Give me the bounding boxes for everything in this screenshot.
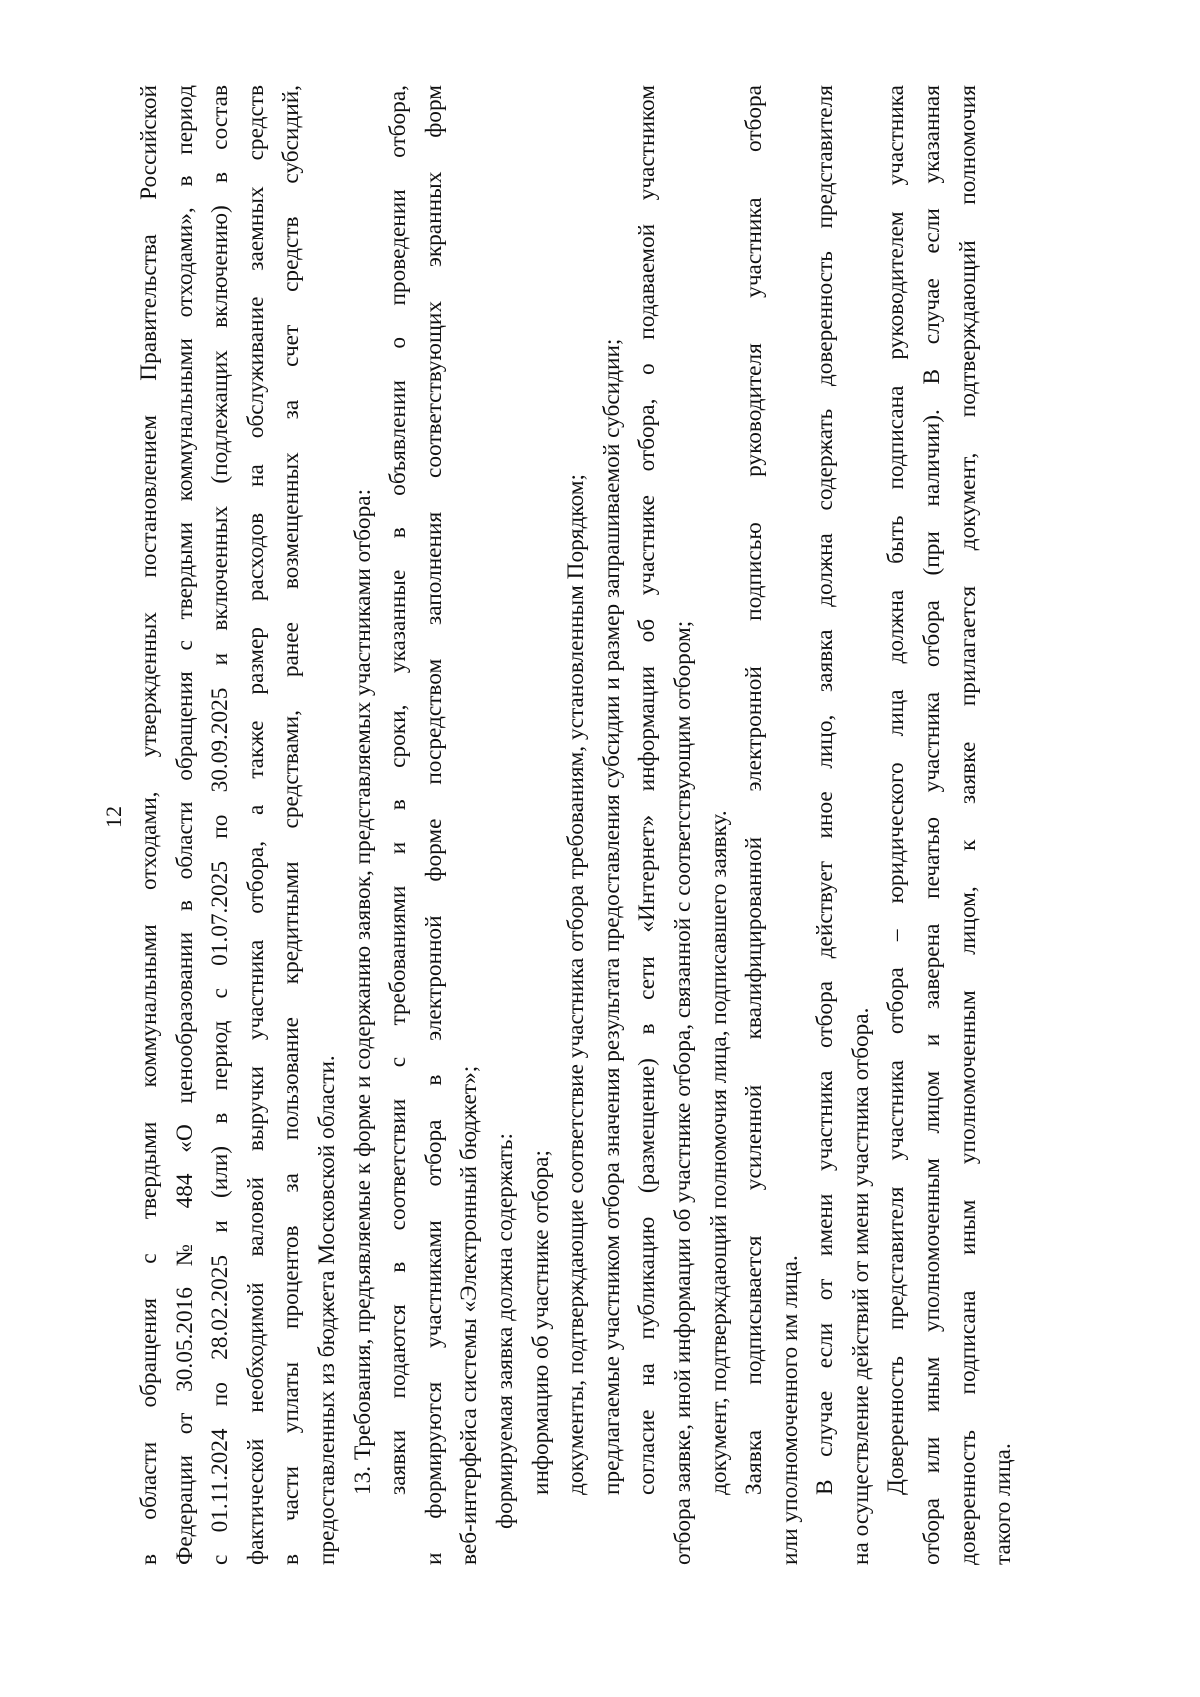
text-line: документ, подтверждающий полномочия лица, подписавшего заявку. [705, 810, 732, 1495]
text-line: отбора или иным уполномоченным лицом и заверена печатью участника отбора (при наличии). В случае если указанная [919, 85, 946, 1565]
text-line: Доверенность представителя участника отбора – юридического лица должна быть подписана руководителем участника [883, 85, 910, 1495]
text-line: Заявка подписывается усиленной квалифицированной электронной подписью руководителя участника отбора [741, 85, 768, 1495]
text-line: заявки подаются в соответствии с требованиями и в сроки, указанные в объявлении о проведении отбора, [385, 85, 412, 1495]
text-line: 13. Требования, предъявляемые к форме и содержанию заявок, представляемых участниками отбора: [349, 488, 376, 1495]
page-number: 12 [101, 806, 126, 828]
text-line: с 01.11.2024 по 28.02.2025 и (или) в период с 01.07.2025 по 30.09.2025 и включенных (подлежащих включению) в состав [207, 85, 234, 1565]
text-line: согласие на публикацию (размещение) в сети «Интернет» информации об участнике отбора, о подаваемой участником [634, 85, 661, 1495]
text-line: в области обращения с твердыми коммунальными отходами, утвержденных постановлением Правительства Российской [136, 85, 162, 1565]
text-line: информацию об участнике отбора; [527, 1150, 554, 1495]
text-line: и формируются участниками отбора в электронной форме посредством заполнения соответствующих экранных форм [420, 85, 447, 1565]
text-line: на осуществление действий от имени участника отбора. [847, 1007, 874, 1565]
document-body [132, 85, 1022, 1565]
text-line: веб-интерфейса системы «Электронный бюджет»; [456, 1065, 483, 1565]
text-line: документы, подтверждающие соответствие участника отбора требованиям, установленным Порядком; [563, 474, 590, 1495]
text-line: В случае если от имени участника отбора действует иное лицо, заявка должна содержать доверенность представителя [812, 85, 839, 1495]
text-line: фактической необходимой валовой выручки участника отбора, а также размер расходов на обслуживание заемных средств [242, 85, 269, 1565]
text-line: Федерации от 30.05.2016 № 484 «О ценообразовании в области обращения с твердыми коммунальными отходами», в период [171, 85, 198, 1565]
text-line: формируемая заявка должна содержать: [491, 1133, 518, 1529]
text-line: такого лица. [990, 1443, 1017, 1565]
text-line: предлагаемые участником отбора значения результата предоставления субсидии и размер запрашиваемой субсидии; [598, 338, 625, 1495]
text-line: доверенность подписана иным уполномоченным лицом, к заявке прилагается документ, подтверждающий полномочия [954, 85, 981, 1565]
text-line: предоставленных из бюджета Московской области. [313, 1055, 340, 1565]
text-line: отбора заявке, иной информации об участнике отбора, связанной с соответствующим отбором; [669, 620, 696, 1565]
text-line: или уполномоченного им лица. [776, 1255, 803, 1565]
text-line: в части уплаты процентов за пользование кредитными средствами, ранее возмещенных за счет средств субсидий, [278, 85, 305, 1565]
